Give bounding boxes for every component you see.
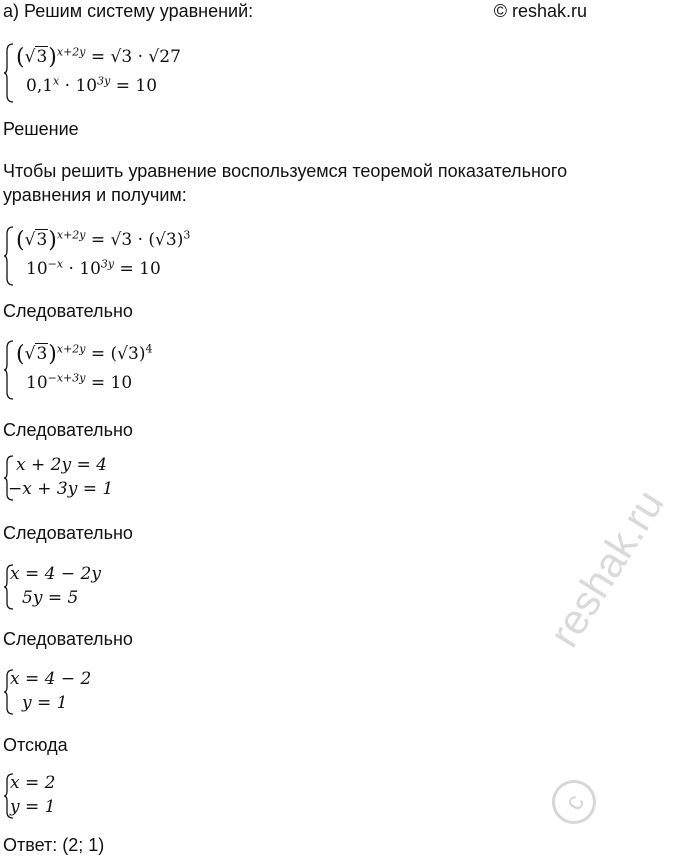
- system-2: [4, 226, 244, 286]
- copyright-watermark-icon: c: [544, 772, 605, 833]
- system-6-line-1: x = 4 − 2: [10, 669, 92, 689]
- system-5: [4, 564, 124, 610]
- system-5-line-1: x = 4 − 2y: [10, 564, 101, 584]
- intro-line-1: Чтобы решить уравнение воспользуемся теоремой показательного: [3, 161, 568, 181]
- system-7: [4, 773, 84, 819]
- intro-line-2: уравнения и получим:: [3, 185, 187, 205]
- system-7-line-1: x = 2: [10, 773, 56, 793]
- diagonal-watermark: reshak.ru: [540, 481, 673, 655]
- system-2-line-1: $(√3)^{x+2y} = √3 \cdot (√3)^3$: [16, 228, 191, 253]
- brace-icon: [4, 43, 14, 103]
- system-3: [4, 340, 204, 400]
- system-5-line-2: 5y = 5: [22, 588, 79, 608]
- system-3-line-2: $10^{-x+3y} = 10$: [26, 371, 133, 393]
- task-label: а) Решим систему уравнений:: [3, 1, 254, 21]
- solution-heading: Решение: [3, 119, 79, 139]
- system-6-line-2: y = 1: [22, 693, 68, 713]
- system-4-line-2: −x + 3y = 1: [8, 479, 114, 499]
- system-2-line-2: $10^{-x} \cdot 10^{3y} = 10$: [26, 257, 161, 279]
- brace-icon: [4, 340, 14, 400]
- brace-icon: [4, 226, 14, 286]
- from-here: Отсюда: [3, 735, 68, 755]
- system-6: [4, 669, 124, 715]
- hence-1: Следовательно: [3, 301, 133, 321]
- system-1: [4, 43, 234, 103]
- system-3-line-1: $(√3)^{x+2y} = (√3)^4$: [16, 342, 153, 367]
- reshak-watermark: © reshak.ru: [493, 1, 587, 21]
- system-1-line-2: $0,1^x \cdot 10^{3y} = 10$: [26, 74, 158, 96]
- answer: Ответ: (2; 1): [3, 835, 105, 855]
- hence-3: Следовательно: [3, 523, 133, 543]
- system-4: [4, 455, 144, 501]
- system-4-line-1: x + 2y = 4: [16, 455, 107, 475]
- hence-2: Следовательно: [3, 420, 133, 440]
- system-7-line-2: y = 1: [10, 797, 56, 817]
- system-1-line-1: $(√3)^{x+2y} = √3 \cdot √27$: [16, 45, 181, 70]
- hence-4: Следовательно: [3, 629, 133, 649]
